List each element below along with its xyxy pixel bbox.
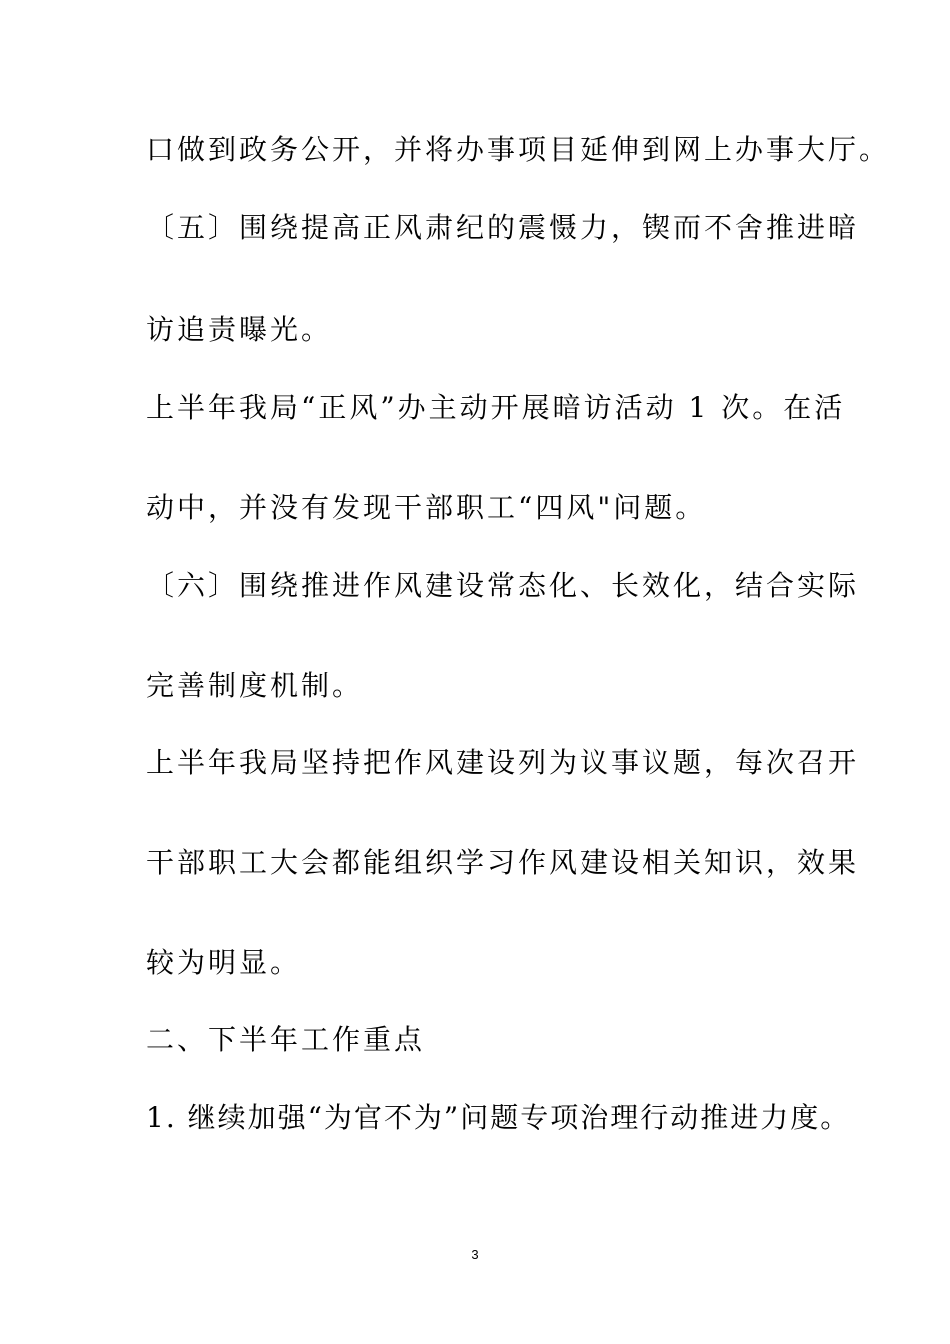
text-line: 动中，并没有发现干部职工“四风"问题。 [146,491,707,524]
page-number: 3 [471,1247,479,1262]
list-item: 1. 继续加强“为官不为”问题专项治理行动推进力度。 [146,1101,851,1134]
text-line: 上半年我局坚持把作风建设列为议事议题，每次召开 [146,746,860,779]
text-line: 上半年我局“正风”办主动开展暗访活动 1 次。在活 [146,391,846,424]
text-line: 干部职工大会都能组织学习作风建设相关知识，效果 [146,846,860,879]
text-line: 较为明显。 [146,946,302,979]
section-heading: 〔五〕围绕提高正风肃纪的震慑力，锲而不舍推进暗 [146,211,860,244]
chapter-heading: 二、下半年工作重点 [146,1023,426,1056]
section-heading-cont: 完善制度机制。 [146,669,364,702]
text-line: 口做到政务公开，并将办事项目延伸到网上办事大厅。 [146,133,891,166]
section-heading-cont: 访追责曝光。 [146,313,333,346]
section-heading: 〔六〕围绕推进作风建设常态化、长效化，结合实际 [146,569,860,602]
